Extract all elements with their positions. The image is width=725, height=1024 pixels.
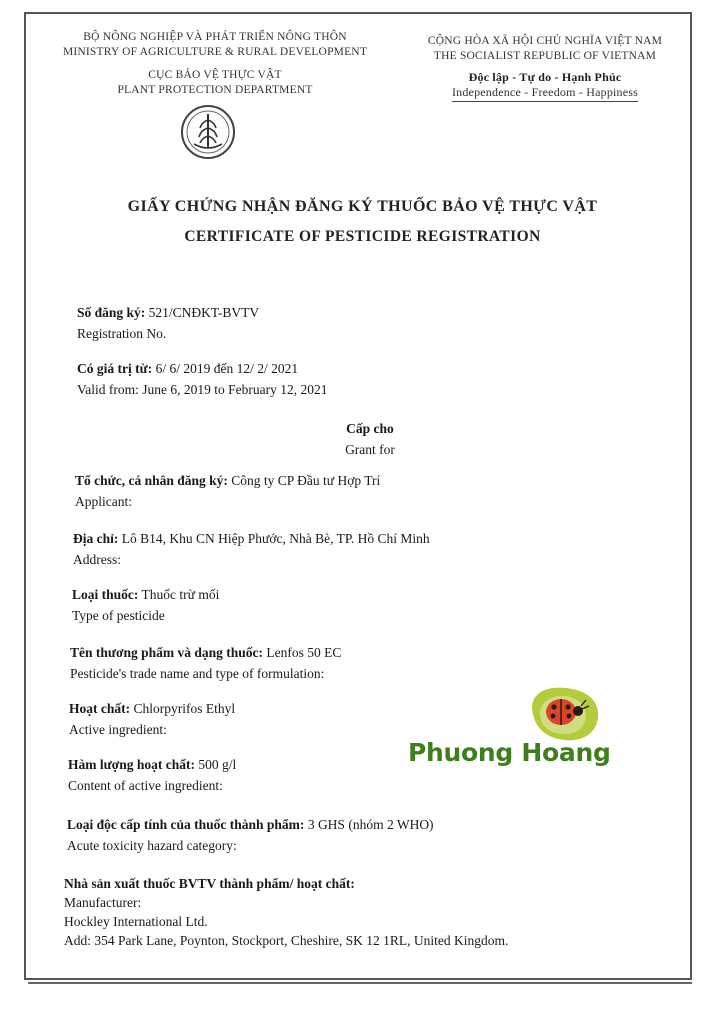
republic-name-en: THE SOCIALIST REPUBLIC OF VIETNAM [433,50,657,62]
motto-vn: Độc lập - Tự do - Hạnh Phúc [468,70,622,84]
certificate-title-vn: GIẤY CHỨNG NHẬN ĐĂNG KÝ THUỐC BẢO VỆ THỰC VẬT [127,198,598,215]
applicant-field [75,470,380,512]
manufacturer-label-en: Manufacturer: [64,895,142,910]
address-value: Lô B14, Khu CN Hiệp Phước, Nhà Bè, TP. Hồ Chí Minh [121,531,430,546]
republic-name-vn: CỘNG HÒA XÃ HỘI CHỦ NGHĨA VIỆT NAM [427,35,663,47]
registration-label: Số đăng ký: [77,305,146,320]
pesticide-type-label-en: Type of pesticide [72,608,165,623]
issuer-header [40,30,390,98]
pesticide-type-label: Loại thuốc: [72,587,139,602]
bottom-rule [28,982,692,984]
toxicity-label: Loại độc cấp tính của thuốc thành phẩm: [67,817,305,832]
state-header [400,34,690,102]
registration-number: 521/CNĐKT-BVTV [148,305,260,320]
department-name-en: PLANT PROTECTION DEPARTMENT [117,84,313,96]
registration-label-en: Registration No. [77,326,167,341]
pesticide-type-field [72,584,219,626]
validity-field [77,358,327,400]
manufacturer-label: Nhà sản xuất thuốc BVTV thành phẩm/ hoạt chất: [64,876,355,891]
validity-value-en: June 6, 2019 to February 12, 2021 [142,382,328,397]
trade-name-label-en: Pesticide's trade name and type of formulation: [70,666,325,681]
ministry-name-vn: BỘ NÔNG NGHIỆP VÀ PHÁT TRIỂN NÔNG THÔN [83,31,347,43]
grant-vn: Cấp cho [346,421,394,436]
certificate-title-en: CERTIFICATE OF PESTICIDE REGISTRATION [184,228,541,245]
active-ingredient-label-en: Active ingredient: [69,722,167,737]
validity-value-vn: 6/ 6/ 2019 đến 12/ 2/ 2021 [155,361,299,376]
brand-watermark [408,686,613,778]
content-value: 500 g/l [198,757,237,772]
applicant-value: Công ty CP Đầu tư Hợp Trí [231,473,381,488]
ladybug-logo-icon [526,686,602,746]
pesticide-type-value: Thuốc trừ mối [141,587,220,602]
address-label: Địa chỉ: [73,531,119,546]
toxicity-value: 3 GHS (nhóm 2 WHO) [307,817,434,832]
manufacturer-address: Add: 354 Park Lane, Poynton, Stockport, Cheshire, SK 12 1RL, United Kingdom. [64,933,509,948]
trade-name-label: Tên thương phẩm và dạng thuốc: [70,645,263,660]
brand-name: Phuong Hoang [408,738,611,767]
content-label: Hàm lượng hoạt chất: [68,757,195,772]
content-field [68,754,236,796]
validity-label-en: Valid from: [77,382,139,397]
manufacturer-name: Hockley International Ltd. [64,914,208,929]
ministry-name-en: MINISTRY OF AGRICULTURE & RURAL DEVELOPMENT [62,46,368,58]
motto-en: Independence - Freedom - Happiness [452,85,638,102]
registration-field [77,302,259,344]
validity-label: Có giá trị từ: [77,361,153,376]
active-ingredient-value: Chlorpyrifos Ethyl [133,701,236,716]
address-label-en: Address: [73,552,121,567]
toxicity-field [67,814,434,856]
address-field [73,528,430,570]
trade-name-value: Lenfos 50 EC [266,645,342,660]
applicant-label: Tổ chức, cá nhân đăng ký: [75,473,228,488]
toxicity-label-en: Acute toxicity hazard category: [67,838,237,853]
content-label-en: Content of active ingredient: [68,778,223,793]
manufacturer-field [64,874,508,950]
grant-en: Grant for [345,442,395,457]
active-ingredient-label: Hoạt chất: [69,701,131,716]
active-ingredient-field [69,698,235,740]
plant-protection-emblem-icon [180,104,236,160]
grant-heading [300,418,440,460]
trade-name-field [70,642,341,684]
department-name-vn: CỤC BẢO VỆ THỰC VẬT [148,69,282,81]
applicant-label-en: Applicant: [75,494,132,509]
